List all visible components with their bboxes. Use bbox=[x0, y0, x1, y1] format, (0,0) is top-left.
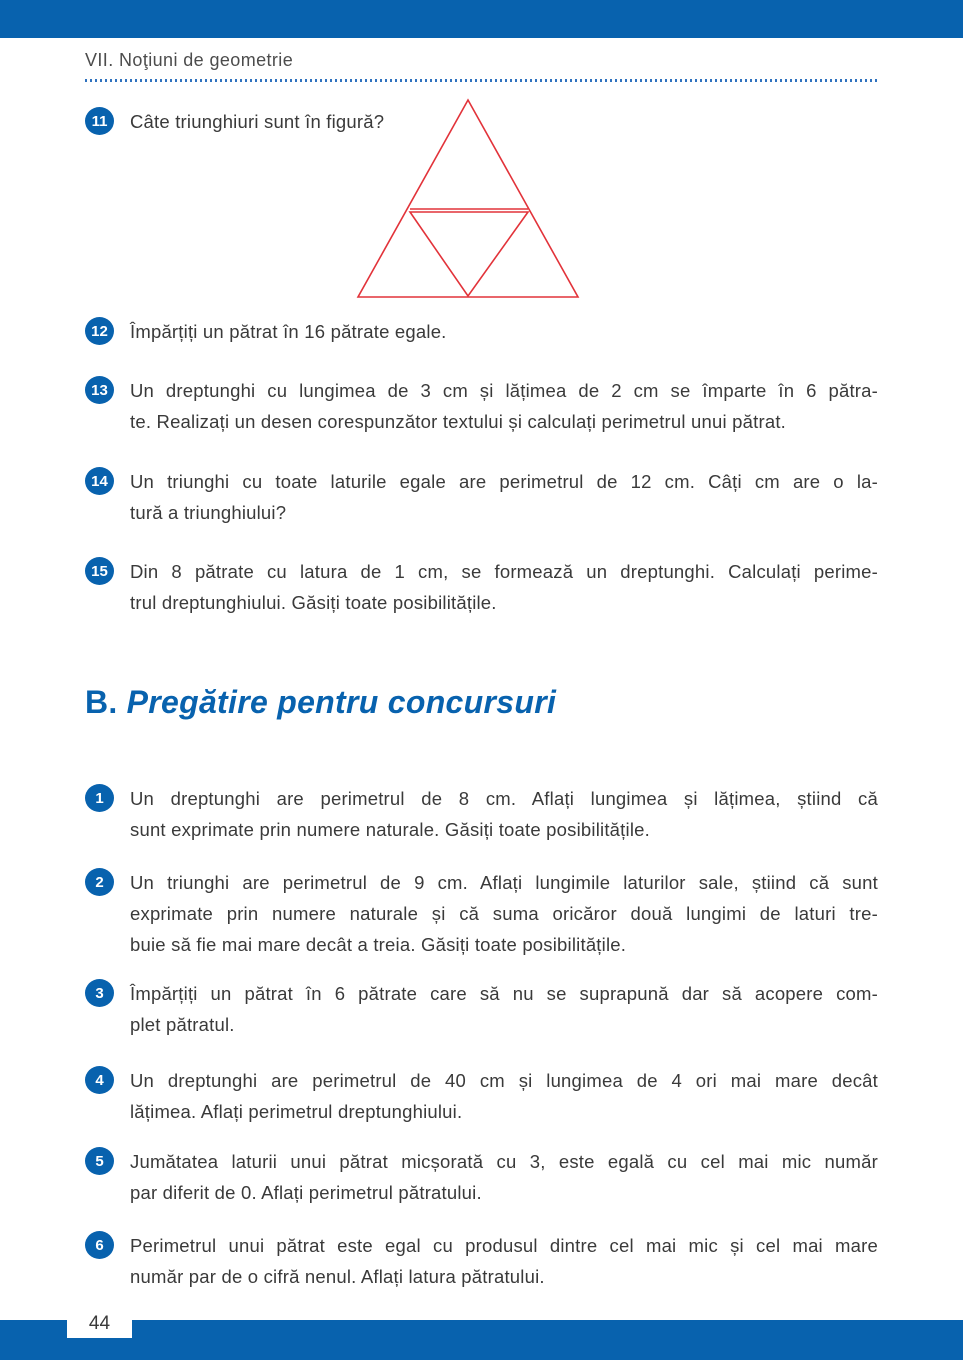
problem-number: 5 bbox=[95, 1152, 104, 1170]
problem-number-badge bbox=[85, 467, 114, 495]
problem-text-line: Perimetrul unui pătrat este egal cu produsul dintre cel mai mic și cel mai mare bbox=[130, 1235, 878, 1256]
problem-number: 13 bbox=[91, 381, 108, 399]
problem-number-badge bbox=[85, 376, 114, 404]
triangle-figure-svg bbox=[348, 96, 588, 302]
problem-text bbox=[130, 1065, 878, 1127]
problem-text-line: Împărțiți un pătrat în 6 pătrate care să nu se suprapună dar să acopere com- bbox=[130, 983, 878, 1004]
inner-inverted-triangle bbox=[410, 212, 528, 296]
page-number: 44 bbox=[88, 1313, 111, 1334]
problem-number-badge bbox=[85, 557, 114, 585]
problem-text-line: te. Realizați un desen corespunzător textului și calculați perimetrul unui pătrat. bbox=[130, 411, 787, 432]
problem-text-line: Câte triunghiuri sunt în figură? bbox=[130, 111, 385, 132]
problem-text bbox=[130, 316, 878, 347]
problem-text-line: tură a triunghiului? bbox=[130, 502, 287, 523]
problem-number: 15 bbox=[91, 562, 108, 580]
problem-text-line: Un dreptunghi are perimetrul de 8 cm. Aflați lungimea și lățimea, știind că bbox=[130, 788, 878, 809]
problem-number-badge bbox=[85, 317, 114, 345]
problem-number: 2 bbox=[95, 873, 104, 891]
section-b-title: Pregătire pentru concursuri bbox=[126, 684, 557, 720]
problem-text bbox=[130, 783, 878, 845]
problem-text-line: Un triunghi are perimetrul de 9 cm. Aflați lungimile laturilor sale, știind că sunt bbox=[130, 872, 878, 893]
problem-number-badge bbox=[85, 979, 114, 1007]
problem-text-line: Un dreptunghi are perimetrul de 40 cm și lungimea de 4 ori mai mare decât bbox=[130, 1070, 878, 1091]
problem-number: 11 bbox=[91, 112, 108, 130]
problem-number: 1 bbox=[95, 789, 104, 807]
problem-text-line: lățimea. Aflați perimetrul dreptunghiului. bbox=[130, 1101, 463, 1122]
problem-number: 14 bbox=[91, 472, 108, 490]
problem-text-line: Un dreptunghi cu lungimea de 3 cm și lățimea de 2 cm se împarte în 6 pătra- bbox=[130, 380, 878, 401]
problem-text-line: Împărțiți un pătrat în 16 pătrate egale. bbox=[130, 321, 447, 342]
problem-text-line: Jumătatea laturii unui pătrat micșorată cu 3, este egală cu cel mai mic număr bbox=[130, 1151, 878, 1172]
problem-item bbox=[85, 1065, 879, 1127]
problem-item bbox=[85, 978, 879, 1040]
problem-text-line: Din 8 pătrate cu latura de 1 cm, se formează un dreptunghi. Calculați perime- bbox=[130, 561, 878, 582]
problem-item bbox=[85, 783, 879, 845]
problem-text bbox=[130, 1146, 878, 1208]
problem-number-badge bbox=[85, 107, 114, 135]
problem-item bbox=[85, 1146, 879, 1208]
section-b-label: B. bbox=[85, 684, 118, 720]
problem-number: 3 bbox=[95, 984, 104, 1002]
problem-text bbox=[130, 1230, 878, 1292]
problem-text bbox=[130, 466, 878, 528]
problem-number-badge bbox=[85, 1066, 114, 1094]
problem-text bbox=[130, 375, 878, 437]
section-b-heading bbox=[85, 684, 556, 721]
problem-text-line: plet pătratul. bbox=[130, 1014, 235, 1035]
dotted-divider bbox=[85, 79, 879, 82]
problem-number-badge bbox=[85, 784, 114, 812]
problem-text bbox=[130, 867, 878, 960]
triangle-figure bbox=[348, 96, 588, 302]
problem-number-badge bbox=[85, 1147, 114, 1175]
problem-text-line: par diferit de 0. Aflați perimetrul pătratului. bbox=[130, 1182, 482, 1203]
problem-text-line: trul dreptunghiului. Găsiți toate posibilitățile. bbox=[130, 592, 497, 613]
problem-text-line: număr par de o cifră nenul. Aflați latura pătratului. bbox=[130, 1266, 545, 1287]
problem-item bbox=[85, 466, 879, 528]
problem-number-badge bbox=[85, 868, 114, 896]
problem-number: 12 bbox=[91, 322, 108, 340]
problem-text bbox=[130, 556, 878, 618]
chapter-title: VII. Noţiuni de geometrie bbox=[85, 50, 294, 70]
outer-triangle bbox=[358, 100, 578, 297]
problem-item bbox=[85, 1230, 879, 1292]
problem-text-line: sunt exprimate prin numere naturale. Găsiți toate posibilitățile. bbox=[130, 819, 650, 840]
problem-item bbox=[85, 867, 879, 960]
problem-text-line: Un triunghi cu toate laturile egale are perimetrul de 12 cm. Câți cm are o la- bbox=[130, 471, 878, 492]
page-number-tab bbox=[67, 1310, 132, 1338]
bottom-decorative-band bbox=[0, 1320, 963, 1360]
problem-text bbox=[130, 978, 878, 1040]
problem-number: 4 bbox=[95, 1071, 104, 1089]
problem-text-line: exprimate prin numere naturale și că suma oricăror două lungimi de laturi tre- bbox=[130, 903, 878, 924]
problem-number: 6 bbox=[95, 1236, 104, 1254]
problem-item bbox=[85, 375, 879, 437]
problem-item bbox=[85, 316, 879, 347]
problem-text-line: buie să fie mai mare decât a treia. Găsiți toate posibilitățile. bbox=[130, 934, 627, 955]
top-decorative-band bbox=[0, 0, 963, 38]
problem-number-badge bbox=[85, 1231, 114, 1259]
problem-item bbox=[85, 556, 879, 618]
